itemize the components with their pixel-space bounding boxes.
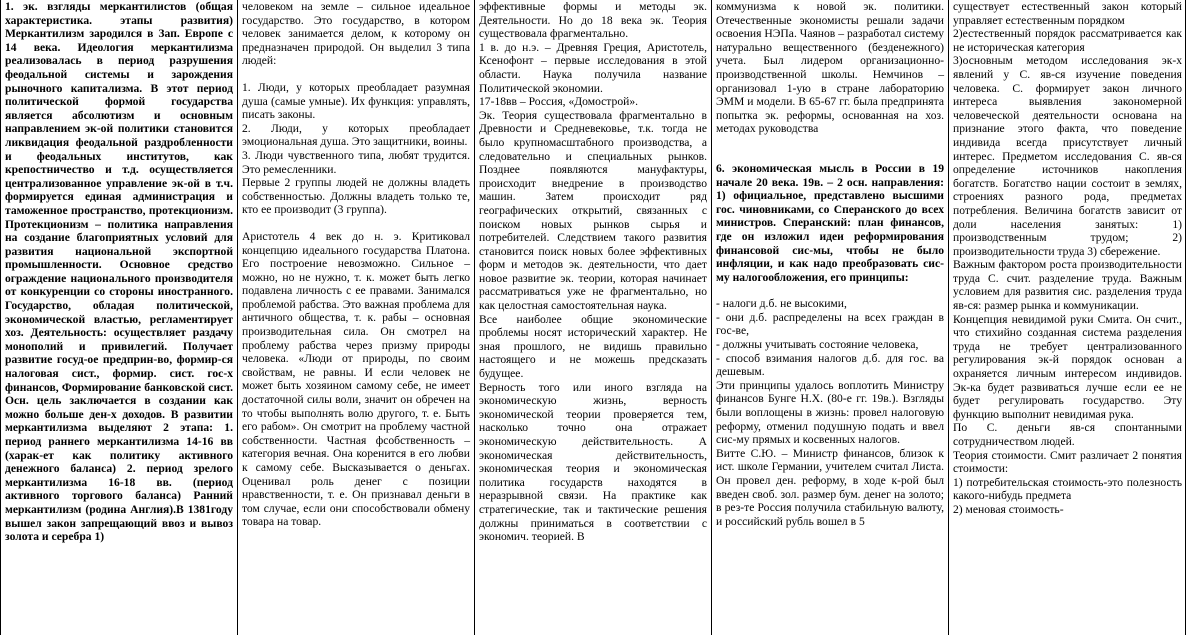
paragraph: человеком на земле – сильное идеальное государство. Это государство, в котором человек занимается делом, к которому он предназначен природой. Он выделил 3 типа людей:: [242, 0, 470, 68]
paragraph: Теория стоимости. Смит различает 2 понятия стоимости:: [953, 448, 1182, 476]
paragraph: Верность того или иного взгляда на экономическую жизнь, верность экономической теории проверяется тем, насколько точно она отражает экономическую действительность. А экономическая действительность, экономическая теория и экономическая политика государств находятся в неразрывной связи. На практике как стратегические, так и тактические решения должны приниматься в соответствии с экономич. теорией. В: [479, 380, 707, 544]
list-item: - способ взимания налогов д.б. для гос. ва дешевым.: [716, 351, 944, 379]
paragraph: 1. Люди, у которых преобладает разумная душа (самые умные). Их функция: управлять, писать законы.: [242, 80, 470, 122]
paragraph: Аристотель 4 век до н. э. Критиковал концепцию идеального государства Платона. Его построение невозможно. Сильное – можно, но не нужно, т. к. может быть легко подавлена личность с ее правами. Занимался проблемой рабства. Это важная проблема для античного общества, т. к. рабы – основная производительная сила. Он смотрел на проблему рабства через призму природы человека. «Люди от природы, по своим свойствам, не равны. И если человек не может быть хозяином самому себе, не имеет достаточной силы воли, значит он обречен на то чтобы выполнять волю другого, т. е. Быть его рабом». Он смотрит на проблему частной собственности. Частная фсобственность – категория вечная. Она коренится в его любви к самому себе. Высказывается о деньгах. Оценивал роль денег с позиции нравственности, т. е. Он признавал деньги в том случае, если они способствовали обмену товара на товар.: [242, 229, 470, 529]
paragraph: 17-18вв – Россия, «Домострой».: [479, 95, 639, 109]
paragraph: 1 в. до н.э. – Древняя Греция, Аристотель, Ксенофонт – первые исследования в этой области. Наука получила название Политической экономии.: [479, 40, 707, 95]
paragraph: Эк. Теория существовала фрагментально в Древности и Средневековье, т.к. тогда не было крупномасштабного производства, а следовательно и специальных рынков. Позднее появляются мануфактуры, происходит внедрение в производство машин. Затем происходит ряд географических открытий, связанных с поиском новых рынков сырья и потребителей. Следствием такого развития становится поиск новых более эффективных форм и методов эк. деятельности, что дает новое развитие эк. теории, которая начинает рассматриваться уже не фрагментально, но как целостная самостоятельная наука.: [479, 108, 707, 313]
list-item: - должны учитывать состояние человека,: [716, 338, 919, 352]
paragraph: эффективные формы и методы эк. Деятельности. Но до 18 века эк. Теория существовала фрагментально.: [479, 0, 707, 41]
paragraph: Все наиболее общие экономические проблемы носят исторический характер. Не зная прошлого, не видишь правильно настоящего и не можешь предсказать будущее.: [479, 312, 707, 381]
paragraph: 1. эк. взгляды меркантилистов (общая характеристика. этапы развития) Меркантилизм зародился в Зап. Европе с 14 века. Идеология меркантилизма реализовалась в период разрушения феодальной системы и зарождения рыночного капитализма. В этот период политической формой государства является абсолютизм и основным направлением эк-ой политики становится ликвидация феодальной раздробленности и феодальных институтов, как крепостничество и т.д. осуществляется централизованное управление эк-ой в т.ч. формируется единая администрация и таможенное пространство, протекционизм. Протекционизм – политика направления на создание благоприятных условий для развития национальной экспортной промышленности. Основное средство ограждение национального производителя от конкуренции со стороны иностранного. Государство, обладая политической, экономической властью, регламентирует хоз. Деятельность: осуществляет раздачу монополий и привилегий. Получает развитие госуд-ое предприн-во, формир-ся налоговая сист., формир. сист. гос-х финансов, Формирование банковской сист. Осн. цель заключается в создании как можно больше ден-х доходов. В развитии меркантилизма выделяют 2 этапа: 1. период раннего меркантилизма 14-16 вв (харак-ет как политику активного денежного баланса) 2. период зрелого меркантилизма 16-18 вв. (период активного торгового баланса) Ранний меркантилизм (родина Англия).В 1381году вышел закон запрещающий ввоз и вывоз золота и серебра 1): [5, 0, 233, 544]
paragraph: Концепция невидимой руки Смита. Он счит., что стихийно созданная система разделения труда не требует централизованного регулирования эк-й порядок основан а охраняется личным интересом индивидов. Эк-ка будет развиваться лучше если ее не будет регулировать государство. Эту функцию выполнит невидимая рука.: [953, 312, 1182, 421]
paragraph: 3)основным методом исследования эк-х явлений у С. яв-ся изучение поведения человека. С. формирует закон личного интереса выявления закономерной человеческой деятельности основана на признание этого факта, что поведение индивида всегда присутствует личный интерес. Предметом исследования С. яв-ся определение источников накопления богатств. Богатство нации состоит в землях, строениях разного рода, предметах потребления. Величина богатств зависит от доли населения занятых: 1) производственным трудом; 2) производительности труда 3) сбережение.: [953, 54, 1182, 258]
section-heading-paragraph: 6. экономическая мысль в России в 19 начале 20 века. 19в. – 2 осн. направления: 1) официальное, представлено высшими гос. чиновниками, со Сперанского до всех министров. Сперанский: план финансов, где он изложил идеи реформирования финансовой сис-мы, чтобы не было инфляции, и как надо преобразовать сис-му налогообложения, его принципы:: [716, 161, 944, 284]
paragraph: 2) меновая стоимость-: [953, 502, 1064, 516]
paragraph: Важным фактором роста производительности труда С. счит. разделение труда. Важным условием для развития сис. разделения труда яв-ся: размер рынка и коммуникации.: [953, 258, 1182, 313]
paragraph: 3. Люди чувственного типа, любят трудится. Это ремесленники.: [242, 148, 470, 176]
paragraph: 1) потребительская стоимость-это полезность какого-нибудь предмета: [953, 475, 1182, 503]
text-column-2: [237, 0, 474, 635]
paragraph: 2. Люди, у которых преобладает эмоциональная душа. Это защитники, воины.: [242, 121, 470, 149]
list-item: - налоги д.б. не высокими,: [716, 297, 847, 311]
list-item: - они д.б. распределены на всех граждан в гос-ве,: [716, 310, 944, 338]
paragraph: 2)естественный порядок рассматривается как не историческая категория: [953, 27, 1182, 54]
paragraph: Первые 2 группы людей не должны владеть собственностью. Должны владеть только те, кто ее производит (3 группа).: [242, 176, 470, 217]
text-column-1: [0, 0, 237, 635]
paragraph: Эти принципы удалось воплотить Министру финансов Бунге Н.Х. (80-е гг. 19в.). Взгляды были воплощены в жизнь: провел налоговую реформу, отменил подушную подать и ввел сис-му прямых и косвенных налогов.: [716, 378, 944, 447]
text-column-5: [948, 0, 1186, 635]
paragraph: коммунизма к новой эк. политики. Отечественные экономисты решали задачи освоения НЭПа. Чаянов – разработал систему натурально вещественного (безденежного) учета. Был лидером организационно-производственной школы. Немчинов – организовал 1-ую в стране лабораторию ЭММ и модели. В 65-67 гг. была предпринята попытка эк. реформы, основанная на хоз. методах руководства: [716, 0, 944, 136]
paragraph: Витте С.Ю. – Министр финансов, близок к ист. школе Германии, учителем считал Листа. Он провел ден. реформу, в ходе к-рой был введен своб. зол. размер бум. денег на золото; в рез-те Россия получила стабильную валюту, и российский рубль вошел в 5: [716, 446, 944, 528]
text-column-4: [711, 0, 948, 635]
text-column-3: [474, 0, 711, 635]
paragraph: существует естественный закон который управляет естественным порядком: [953, 0, 1182, 27]
paragraph: По С. деньги яв-ся спонтанными сотрудничеством людей.: [953, 421, 1182, 448]
